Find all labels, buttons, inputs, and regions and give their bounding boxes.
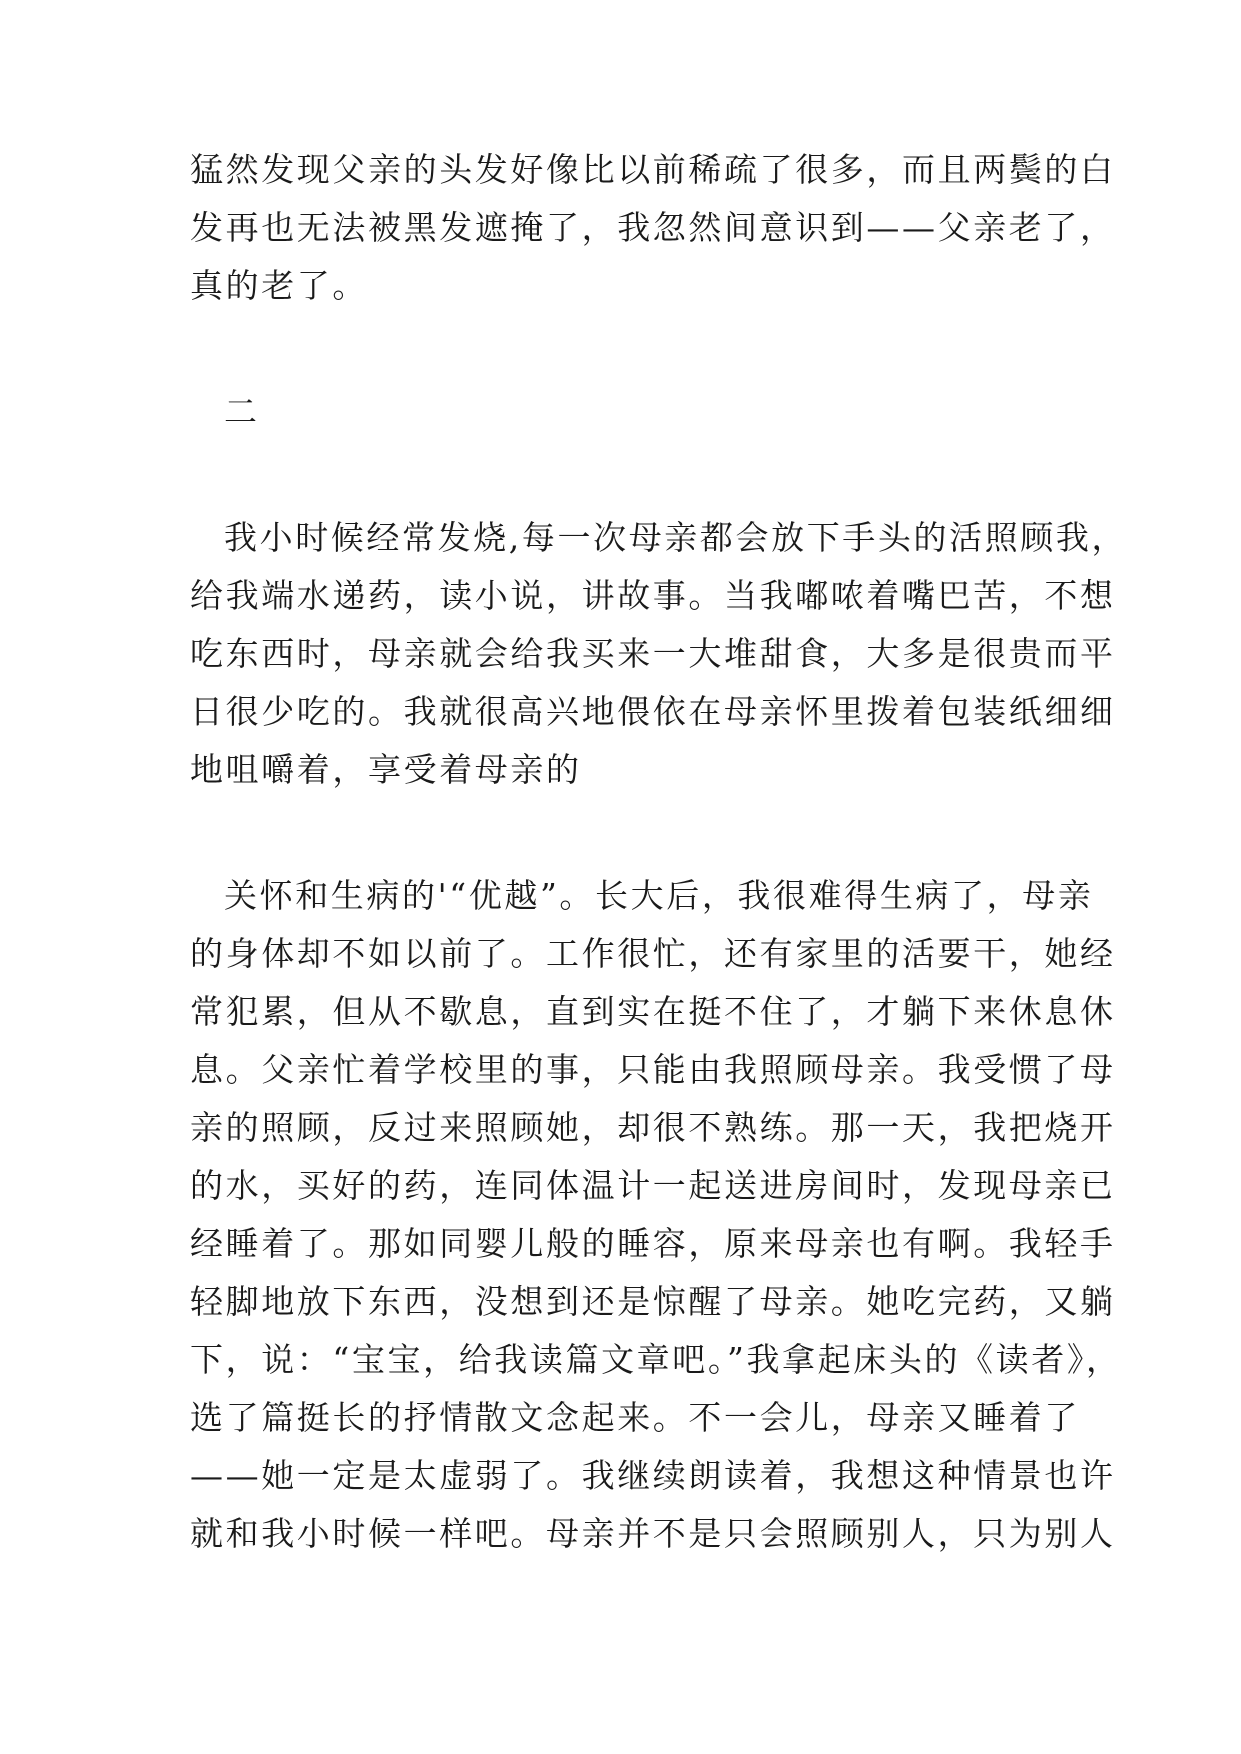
text-line: 的水，买好的药，连同体温计一起送进房间时，发现母亲已 [190, 1166, 1116, 1205]
text-line: 轻脚地放下东西，没想到还是惊醒了母亲。她吃完药，又躺 [190, 1282, 1116, 1321]
text-line: 息。父亲忙着学校里的事，只能由我照顾母亲。我受惯了母 [190, 1050, 1116, 1089]
text-line: 就和我小时候一样吧。母亲并不是只会照顾别人，只为别人 [190, 1514, 1116, 1553]
text-line: 地咀嚼着，享受着母亲的 [190, 750, 582, 789]
text-line: 下，说：“宝宝，给我读篇文章吧。”我拿起床头的《读者》， [190, 1340, 1122, 1379]
text-line: 经睡着了。那如同婴儿般的睡容，原来母亲也有啊。我轻手 [190, 1224, 1116, 1263]
section-heading: 二 [224, 392, 260, 431]
text-line: 真的老了。 [190, 266, 368, 305]
text-line: 吃东西时，母亲就会给我买来一大堆甜食，大多是很贵而平 [190, 634, 1116, 673]
text-line: 我小时候经常发烧,每一次母亲都会放下手头的活照顾我， [224, 518, 1128, 557]
text-line: ——她一定是太虚弱了。我继续朗读着，我想这种情景也许 [190, 1456, 1116, 1495]
text-line: 关怀和生病的'“优越”。长大后，我很难得生病了，母亲 [224, 876, 1094, 915]
text-line: 亲的照顾，反过来照顾她，却很不熟练。那一天，我把烧开 [190, 1108, 1116, 1147]
text-line: 常犯累，但从不歇息，直到实在挺不住了，才躺下来休息休 [190, 992, 1116, 1031]
text-line: 日很少吃的。我就很高兴地偎依在母亲怀里拨着包装纸细细 [190, 692, 1116, 731]
text-line: 的身体却不如以前了。工作很忙，还有家里的活要干，她经 [190, 934, 1116, 973]
text-line: 给我端水递药，读小说，讲故事。当我嘟哝着嘴巴苦，不想 [190, 576, 1116, 615]
text-line: 发再也无法被黑发遮掩了，我忽然间意识到——父亲老了， [190, 208, 1116, 247]
text-line: 猛然发现父亲的头发好像比以前稀疏了很多，而且两鬓的白 [190, 150, 1116, 189]
text-line: 选了篇挺长的抒情散文念起来。不一会儿，母亲又睡着了 [190, 1398, 1080, 1437]
